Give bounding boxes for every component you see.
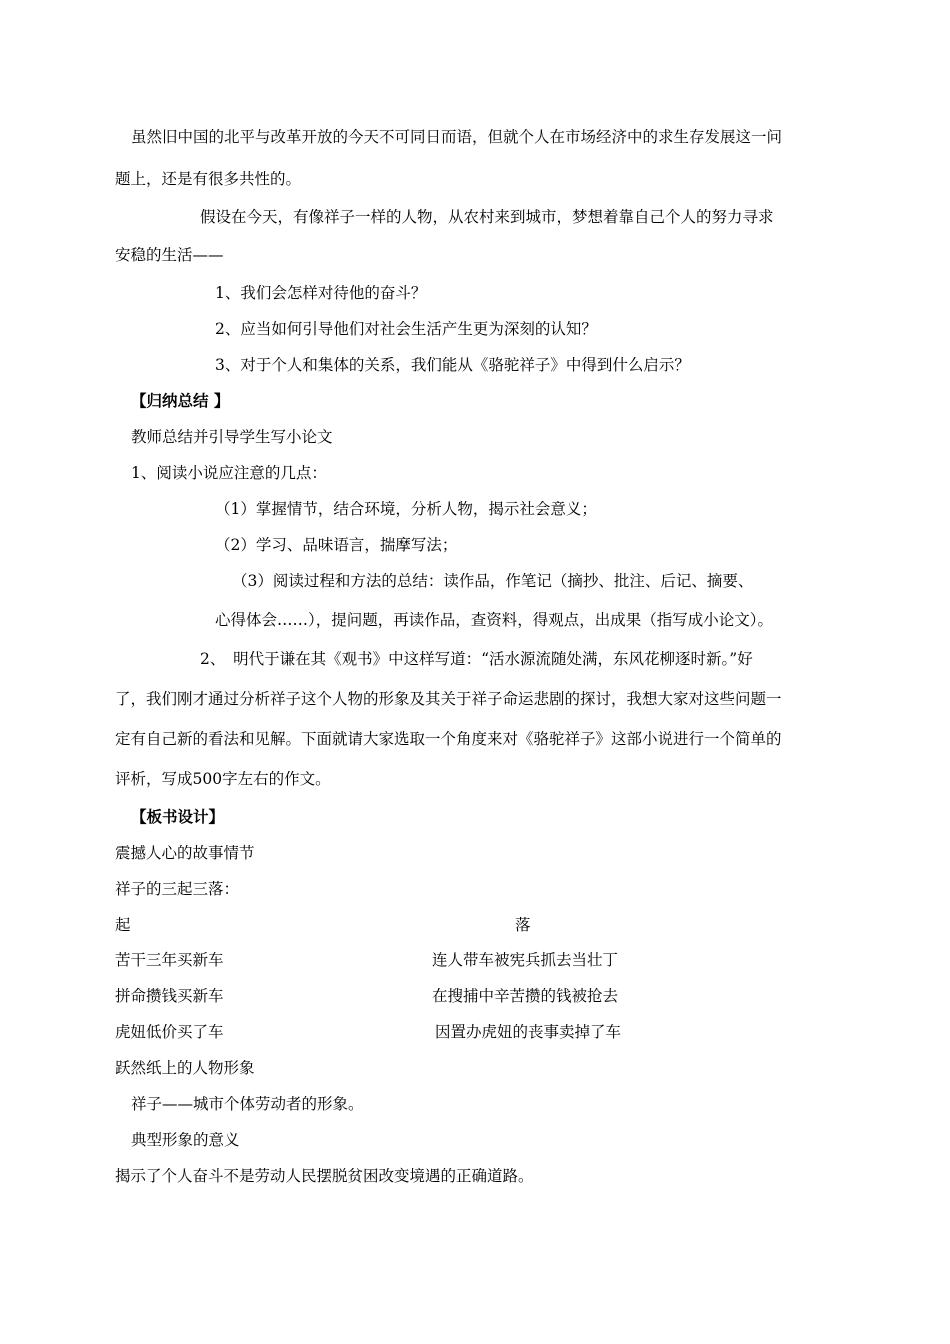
fall-item-2: 在搜捕中辛苦攒的钱被抢去 xyxy=(432,987,619,1005)
hypothesis-line-2: 安稳的生活—— xyxy=(115,246,224,264)
paragraph-2-line-3: 定有自己新的看法和见解。下面就请大家选取一个角度来对《骆驼祥子》这部小说进行一个简单的 xyxy=(115,730,782,748)
meaning-title: 典型形象的意义 xyxy=(131,1131,240,1149)
reading-point-3a: （3）阅读过程和方法的总结：读作品，作笔记（摘抄、批注、后记、摘要、 xyxy=(232,572,754,590)
intro-line-1: 虽然旧中国的北平与改革开放的今天不可同日而语，但就个人在市场经济中的求生存发展这一问 xyxy=(131,128,783,146)
paragraph-2-line-1: 2、 明代于谦在其《观书》中这样写道：“活水源流随处满，东风花柳逐时新。”好 xyxy=(200,650,753,668)
question-3: 3、对于个人和集体的关系，我们能从《骆驼祥子》中得到什么启示？ xyxy=(215,356,690,374)
paragraph-2-line-4: 评析，写成500字左右的作文。 xyxy=(115,770,331,788)
character-image-desc: 祥子——城市个体劳动者的形象。 xyxy=(131,1095,364,1113)
board-heading: 【板书设计】 xyxy=(131,807,225,826)
reading-points-title: 1、阅读小说应注意的几点： xyxy=(131,464,327,482)
fall-item-1: 连人带车被宪兵抓去当壮丁 xyxy=(432,951,619,969)
meaning-desc: 揭示了个人奋斗不是劳动人民摆脱贫困改变境遇的正确道路。 xyxy=(115,1167,534,1185)
summary-heading: 【归纳总结 】 xyxy=(131,391,230,410)
story-title: 震撼人心的故事情节 xyxy=(115,844,255,862)
question-2: 2、应当如何引导他们对社会生活产生更为深刻的认知？ xyxy=(215,320,597,338)
intro-line-2: 题上，还是有很多共性的。 xyxy=(115,170,302,188)
rise-column-label: 起 xyxy=(115,916,131,934)
reading-point-2: （2）学习、品味语言，揣摩写法； xyxy=(215,536,458,554)
paragraph-2-line-2: 了，我们刚才通过分析祥子这个人物的形象及其关于祥子命运悲剧的探讨，我想大家对这些问题一 xyxy=(115,690,782,708)
rise-item-2: 拼命攒钱买新车 xyxy=(115,987,224,1005)
character-image-title: 跃然纸上的人物形象 xyxy=(115,1059,255,1077)
reading-point-3b: 心得体会……），提问题，再读作品，查资料，得观点，出成果（指写成小论文）。 xyxy=(215,611,774,629)
question-1: 1、我们会怎样对待他的奋斗？ xyxy=(215,284,427,302)
reading-point-1: （1）掌握情节，结合环境，分析人物，揭示社会意义； xyxy=(215,500,597,518)
rise-item-1: 苦干三年买新车 xyxy=(115,951,224,969)
three-rises-falls-title: 祥子的三起三落： xyxy=(115,880,240,898)
hypothesis-line-1: 假设在今天，有像祥子一样的人物，从农村来到城市，梦想着靠自己个人的努力寻求 xyxy=(200,208,774,226)
teacher-summary: 教师总结并引导学生写小论文 xyxy=(131,428,333,446)
rise-item-3: 虎妞低价买了车 xyxy=(115,1023,224,1041)
fall-column-label: 落 xyxy=(515,916,531,934)
fall-item-3: 因置办虎妞的丧事卖掉了车 xyxy=(435,1023,622,1041)
